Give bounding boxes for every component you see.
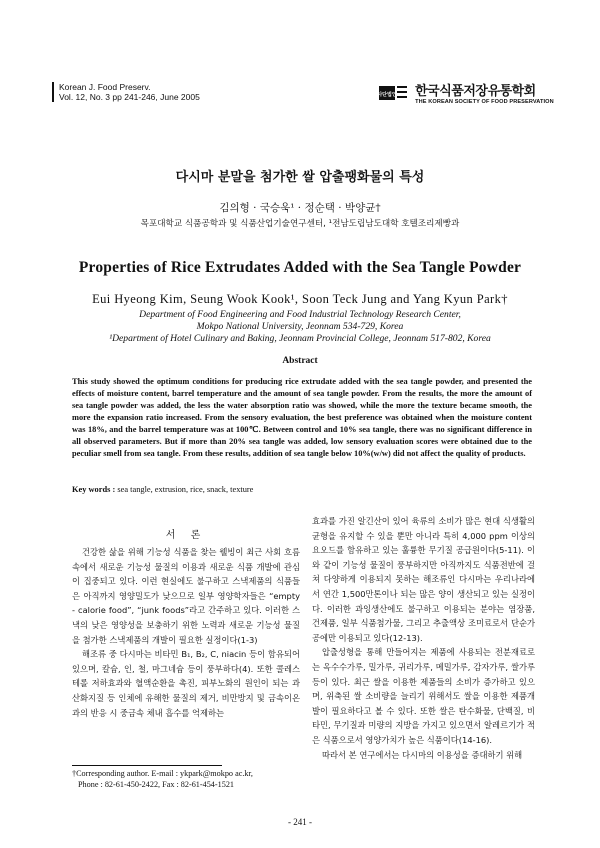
- society-name-ko: 한국식품저장유통학회: [415, 83, 536, 99]
- society-name-en: THE KOREAN SOCIETY OF FOOD PRESERVATION: [415, 98, 554, 105]
- society-text: [415, 85, 554, 106]
- affiliation-english-line3: ¹Department of Hotel Culinary and Baking, Jeonnam Provincial College, Jeonnam 517-802, Korea: [109, 333, 491, 344]
- abstract-heading: Abstract: [282, 356, 318, 366]
- title-korean: 다시마 분말을 첨가한 쌀 압출팽화물의 특성: [175, 170, 425, 185]
- section-heading-introduction: 서 론: [165, 530, 207, 541]
- affiliation-english-line1: Department of Food Engineering and Food Industrial Technology Research Center,: [139, 309, 461, 320]
- keywords-label: Key words :: [72, 485, 116, 494]
- authors-korean: 김의형 · 국승욱¹ · 정순택 · 박양균†: [219, 202, 381, 214]
- page-number: - 241 -: [288, 817, 312, 827]
- journal-line-1: Korean J. Food Preserv.: [59, 82, 151, 92]
- abstract-body: This study showed the optimum conditions for producing rice extrudate added with the sea tangle powder, and presented the effects of moisture content, barrel temperature and the amount of sea tangle powder. From the results, the more the amount of sea tangle powder was added, the less the water absorption ratio was showed, while the more the texture became smooth, the more the expansion ratio increased. From the sensory evaluation, the best preference was obtained when the moisture content was 18%, and the barrel temperature was at 100℃. Between control and 10% sea tangle, there was no significant difference in all observed parameters. But if more than 20% sea tangle was added, low sensory evaluation scores were obtained due to the peculiar smell from sea tangle. From these results, addition of sea tangle below 10%(w/w) did not affect the quality of products.: [72, 377, 532, 458]
- journal-line-2: Vol. 12, No. 3 pp 241-246, June 2005: [59, 92, 200, 102]
- affiliation-korean: 목포대학교 식품공학과 및 식품산업기술연구센터, ¹전남도립남도대학 호텔조리제빵과: [140, 219, 460, 229]
- footnote-line-1: †Corresponding author. E-mail : ykpark@mokpo ac.kr,: [72, 769, 253, 778]
- society-logo-text: 사단법인: [378, 92, 397, 98]
- title-english: Properties of Rice Extrudates Added with the Sea Tangle Powder: [78, 259, 522, 276]
- footnote-divider: [72, 765, 222, 766]
- paragraph: 해조류 중 다시마는 비타민 B₁, B₂, C, niacin 등이 함유되어 있으며, 칼슘, 인, 철, 마그네슘 등이 풍부하다(4). 또한 콜레스테롤 저하효과와 혈액순환을 촉진, 피부노화의 원인이 되는 과산화지질 등 인체에 유해한 물질의 제거, 비만방지 및 금속이온과의 반응 시 중금속 체내 흡수를 억제하는: [72, 649, 300, 718]
- keywords-text: sea tangle, extrusion, rice, snack, texture: [117, 485, 254, 494]
- footnote: [72, 768, 253, 790]
- paragraph: 압출성형을 통해 만들어지는 제품에 사용되는 전분재료로는 옥수수가루, 밀가루, 귀리가루, 메밀가루, 감자가루, 쌀가루 등이 있다. 최근 쌀을 이용한 제품들의 소비가 증가하고 있으며, 위축된 쌀 소비량을 늘리기 위해서도 쌀을 이용한 제품개발이 필요하다고 볼 수 있다. 또한 쌀은 탄수화물, 단백질, 비타민, 무기질과 미량의 지방을 가지고 있으면서 알레르기가 적은 식품으로서 영양가치가 높은 식품이다(14-16).: [312, 647, 535, 745]
- keywords: [72, 485, 532, 494]
- affiliation-english-line2: Mokpo National University, Jeonnam 534-729, Korea: [196, 321, 404, 332]
- right-column: [312, 514, 535, 762]
- society-header: [378, 83, 558, 107]
- authors-english: Eui Hyeong Kim, Seung Wook Kook¹, Soon Teck Jung and Yang Kyun Park†: [92, 292, 508, 306]
- footnote-line-2: Phone : 82-61-450-2422, Fax : 82-61-454-1521: [78, 780, 235, 789]
- paragraph: 효과를 가진 알긴산이 있어 육류의 소비가 많은 현대 식생활의 균형을 유지할 수 있을 뿐만 아니라 특히 4,000 ppm 이상의 요오드를 함유하고 있는 훌륭한 무기질 공급원이다(5-11). 이와 같이 기능성 물질이 풍부하지만 아직까지도 식품전반에 걸쳐 다양하게 이용되지 못하는 해조류인 다시마는 우리나라에서 연간 1,500만톤이나 되는 많은 양이 생산되고 있는 실정이다. 이러한 과잉생산에도 불구하고 이용되는 분야는 염장품, 건제품, 일부 식품첨가물, 그리고 추출액상 조미료로서 단순가공에만 이용되고 있다(12-13).: [312, 516, 535, 643]
- paragraph: 따라서 본 연구에서는 다시마의 이용성을 증대하기 위해: [322, 749, 523, 760]
- paragraph: 건강한 삶을 위해 기능성 식품을 찾는 웰빙이 최근 사회 흐름 속에서 새로운 기능성 물질의 이용과 새로운 식품 개발에 관심이 집중되고 있다. 이런 현실에도 불구하고 스낵제품의 식품들은 아직까지 영양밀도가 낮으므로 일부 영양학자들은 “empty - calorie food”, “junk foods”라고 간주하고 있다. 이러한 스낵의 낮은 영양성을 보충하기 위한 노력과 새로운 기능성 물질을 첨가한 스낵제품의 개발이 필요한 실정이다(1-3): [72, 547, 300, 645]
- society-logo-icon: [378, 83, 408, 107]
- journal-info: [52, 82, 200, 102]
- left-column: [72, 545, 300, 720]
